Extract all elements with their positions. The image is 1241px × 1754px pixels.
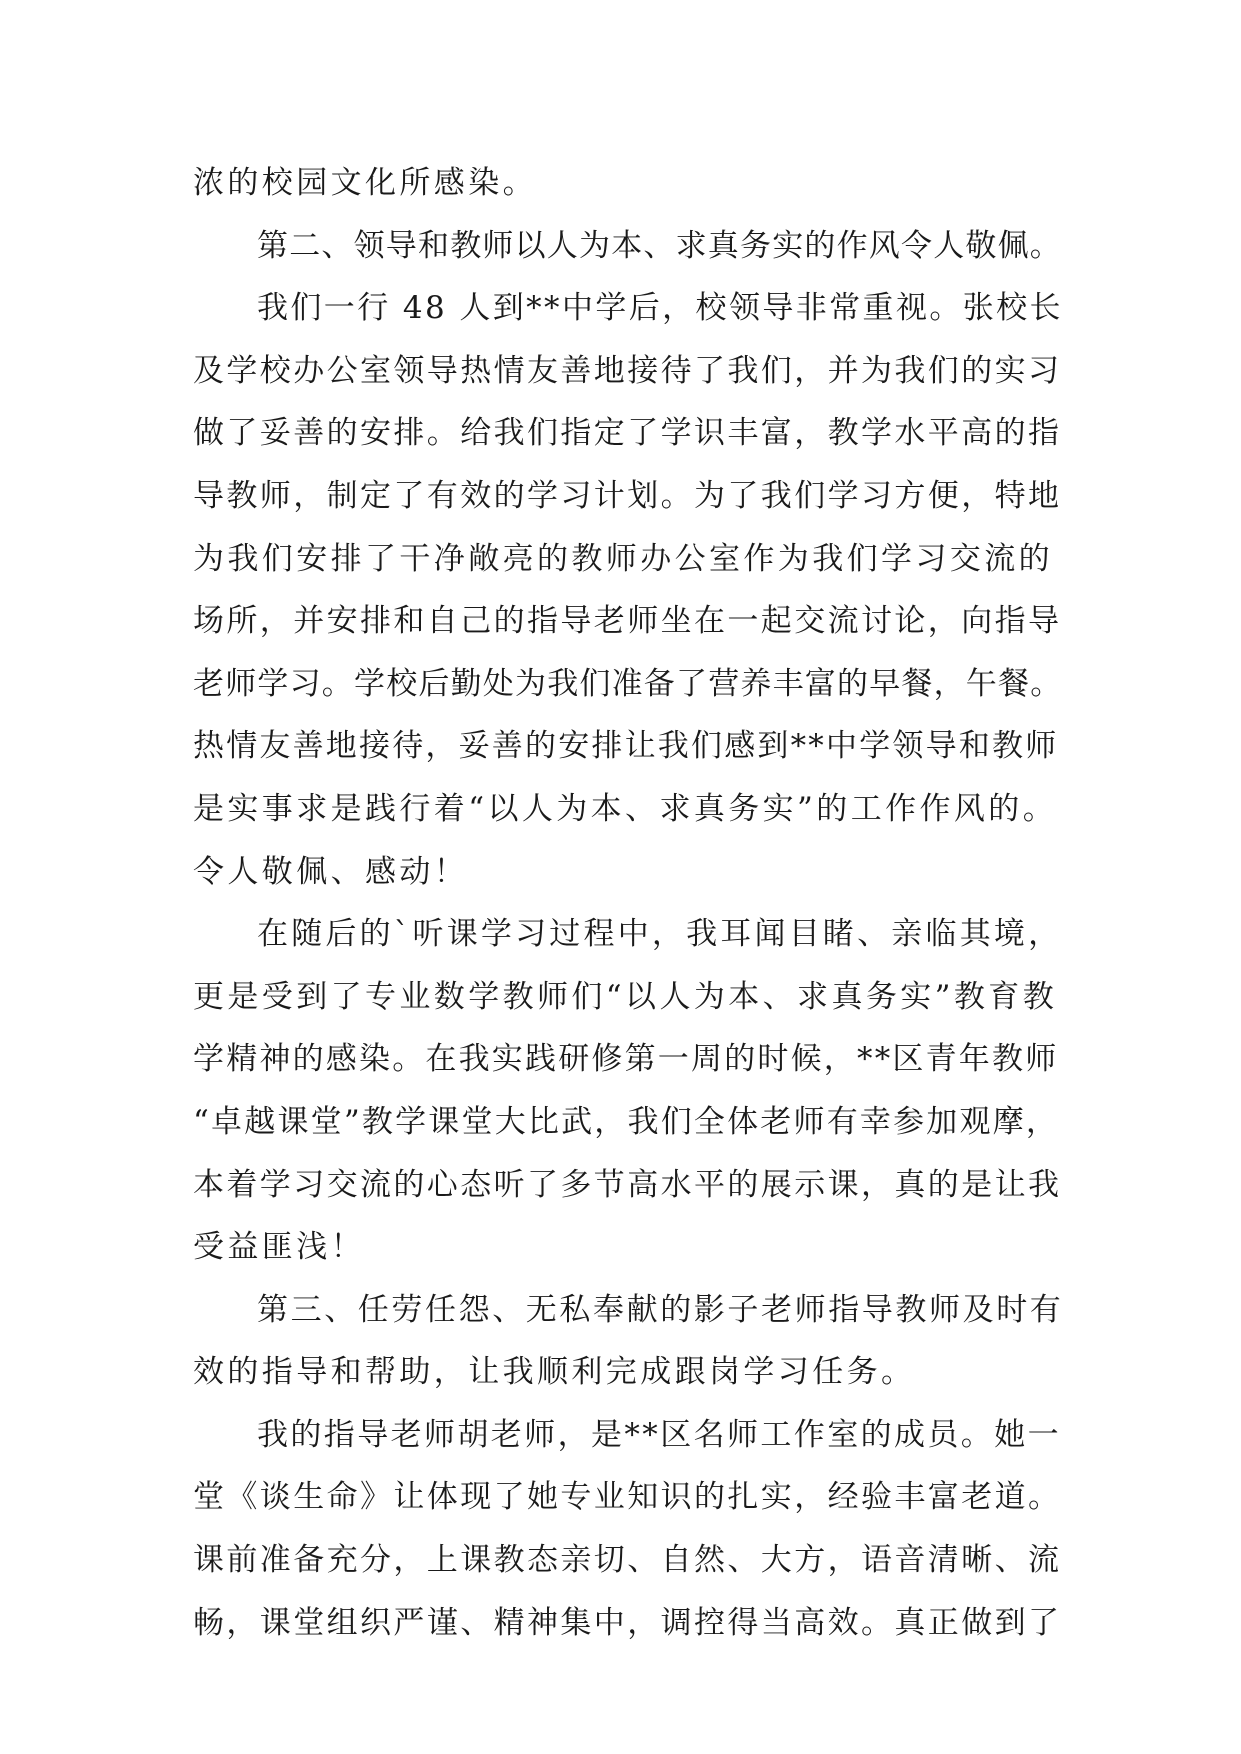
text-line: 是实事求是践行着“以人为本、求真务实”的工作作风的。: [193, 790, 1058, 827]
paragraph-heading: 第二、领导和教师以人为本、求真务实的作风令人敬佩。: [257, 227, 1062, 264]
text-line: 令人敬佩、感动！: [193, 853, 469, 890]
text-line: 本着学习交流的心态听了多节高水平的展示课，真的是让我: [193, 1166, 1062, 1203]
text-line: 及学校办公室领导热情友善地接待了我们，并为我们的实习: [193, 352, 1062, 389]
paragraph-heading: 第三、任劳任怨、无私奉献的影子老师指导教师及时有: [257, 1291, 1064, 1328]
text-line: 堂《谈生命》让体现了她专业知识的扎实，经验丰富老道。: [193, 1479, 1062, 1516]
text-line: 为我们安排了干净敞亮的教师办公室作为我们学习交流的: [193, 540, 1053, 577]
text-line: 在随后的`听课学习过程中，我耳闻目睹、亲临其境，: [257, 916, 1063, 953]
text-line: 导教师，制定了有效的学习计划。为了我们学习方便，特地: [193, 477, 1062, 514]
text-line: 浓的校园文化所感染。: [193, 165, 537, 201]
text-line: 热情友善地接待，妥善的安排让我们感到**中学领导和教师: [193, 728, 1059, 765]
text-line: 学精神的感染。在我实践研修第一周的时候，**区青年教师: [193, 1041, 1059, 1078]
text-line: 畅，课堂组织严谨、精神集中，调控得当高效。真正做到了: [193, 1604, 1062, 1641]
text-line: 老师学习。学校后勤处为我们准备了营养丰富的早餐，午餐。: [193, 665, 1063, 702]
text-line: 我的指导老师胡老师，是**区名师工作室的成员。她一: [257, 1416, 1061, 1453]
text-line: 课前准备充分，上课教态亲切、自然、大方，语音清晰、流: [193, 1542, 1062, 1579]
text-line: 做了妥善的安排。给我们指定了学识丰富，教学水平高的指: [193, 415, 1062, 452]
text-line: 更是受到了专业数学教师们“以人为本、求真务实”教育教: [193, 978, 1058, 1015]
text-line: “卓越课堂”教学课堂大比武，我们全体老师有幸参加观摩，: [193, 1103, 1060, 1140]
document-body: [193, 152, 1063, 1654]
text-line: 场所，并安排和自己的指导老师坐在一起交流讨论，向指导: [193, 603, 1062, 640]
text-line: 受益匪浅！: [193, 1229, 365, 1266]
text-line: 我们一行 48 人到**中学后，校领导非常重视。张校长: [257, 290, 1063, 327]
text-line: 效的指导和帮助，让我顺利完成跟岗学习任务。: [193, 1354, 916, 1391]
